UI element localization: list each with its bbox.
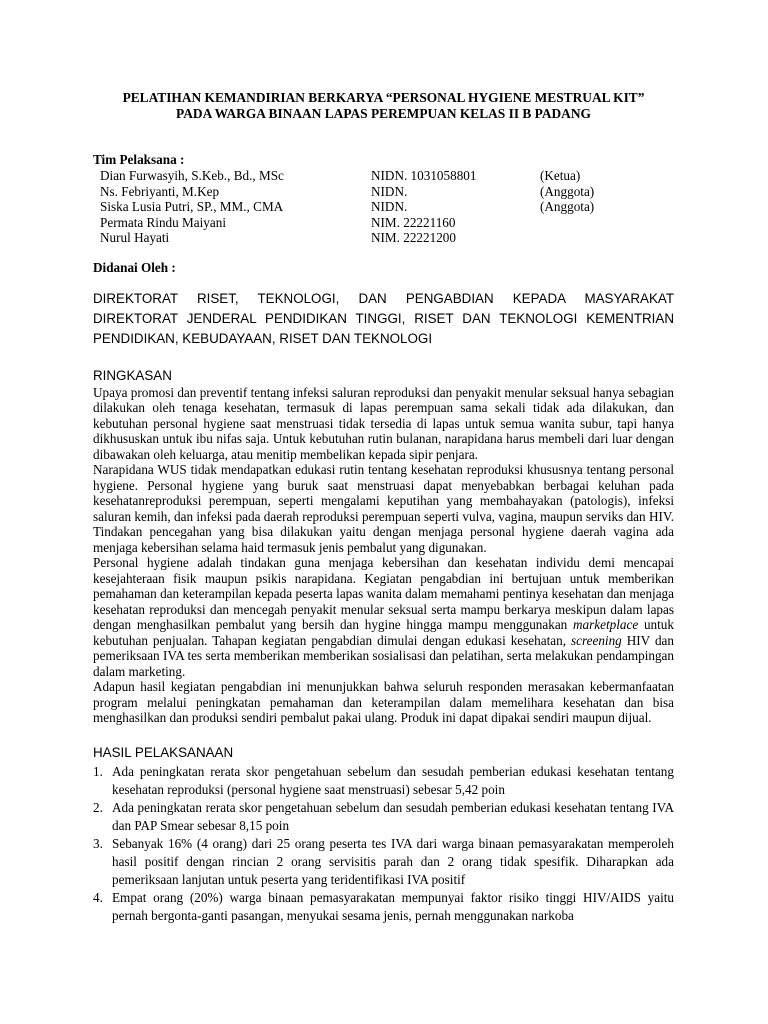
team-section xyxy=(93,152,674,246)
member-name: Ns. Febriyanti, M.Kep xyxy=(100,183,220,199)
member-role xyxy=(540,215,674,231)
team-member xyxy=(100,168,674,184)
title-line-1: PELATIHAN KEMANDIRIAN BERKARYA “PERSONAL HYGIENE MESTRUAL KIT” xyxy=(122,90,645,105)
team-member xyxy=(100,230,674,246)
italic-term: marketplace xyxy=(573,617,639,633)
funder-line-1: DIREKTORAT RISET, TEKNOLOGI, DAN PENGABDIAN KEPADA MASYARAKAT xyxy=(93,290,674,306)
member-id: NIDN. xyxy=(371,199,408,214)
team-list xyxy=(100,168,674,246)
ringkasan-section xyxy=(93,367,674,726)
team-member xyxy=(100,199,674,215)
ringkasan-paragraph-4: Adapun hasil kegiatan pengabdian ini menunjukkan bahwa seluruh responden merasakan kebermanfaatan program melalui peningkatan pemahaman dan keterampilan dalam memelihara kesehatan dan bisa menghasilkan dan produksi sendiri pembalut pakai ulang. Produk ini dapat dipakai sendiri maupun dijual. xyxy=(93,679,674,726)
member-role xyxy=(540,230,674,246)
member-id: NIDN. xyxy=(371,183,408,199)
document-title xyxy=(93,90,674,122)
item-text: Ada peningkatan rerata skor pengetahuan sebelum dan sesudah pemberian edukasi kesehatan tentang IVA dan PAP Smear sebesar 8,15 poin xyxy=(112,799,674,833)
member-role: (Ketua) xyxy=(540,168,581,183)
item-text: Empat orang (20%) warga binaan pemasyarakatan mempunyai faktor risiko tinggi HIV/AIDS yaitu pernah bergonta-ganti pasangan, menyukai sesama jenis, pernah menggunakan narkoba xyxy=(112,889,674,923)
item-number: 2. xyxy=(93,799,103,815)
paragraph-text: untuk kebutuhan penjualan. Tahapan kegiatan pengabdian dimulai dengan edukasi kesehatan, xyxy=(93,617,674,648)
team-member xyxy=(100,184,674,200)
team-member xyxy=(100,215,674,231)
member-id: NIDN. 1031058801 xyxy=(371,168,477,183)
member-role: (Anggota) xyxy=(540,199,595,214)
item-number: 4. xyxy=(93,889,103,905)
list-item xyxy=(93,889,674,925)
funder-section xyxy=(93,260,674,349)
item-text: Sebanyak 16% (4 orang) dari 25 orang peserta tes IVA dari warga binaan pemasyarakatan memperoleh hasil positif dengan rincian 2 orang servisitis parah dan 2 orang tidak spesifik. Diharapkan ada pemeriksaan lanjutan untuk peserta yang teridentifikasi IVA positif xyxy=(112,835,674,887)
list-item xyxy=(93,763,674,799)
item-number: 1. xyxy=(93,763,103,779)
list-item xyxy=(93,835,674,889)
funder-line-2: DIREKTORAT JENDERAL PENDIDIKAN TINGGI, RISET DAN TEKNOLOGI KEMENTRIAN PENDIDIKAN, KEBUDAYAAN, RISET DAN TEKNOLOGI xyxy=(93,310,674,346)
ringkasan-paragraph-2: Narapidana WUS tidak mendapatkan edukasi rutin tentang kesehatan reproduksi khususnya tentang personal hygiene. Personal hygiene yang buruk saat menstruasi dapat menyebabkan berbagai keluhan pada kesehatanreproduksi perempuan, seperti mengalami keputihan yang membahayakan (patologis), infeksi saluran kemih, dan infeksi pada daerah reproduksi perempuan seperti vulva, vagina, maupun serviks dan HIV. Tindakan pencegahan yang bisa dilakukan yaitu dengan menjaga personal hygiene daerah vagina ada menjaga kebersihan selama haid termasuk jenis pembalut yang digunakan. xyxy=(93,462,674,555)
results-list xyxy=(93,763,674,925)
ringkasan-paragraph-3 xyxy=(93,555,674,679)
paragraph-text: Personal hygiene adalah tindakan guna menjaga kebersihan dan kesehatan individu demi mencapai kesejahteraan fisik maupun psikis narapidana. Kegiatan pengabdian ini bertujuan untuk memberikan pemahaman dan keterampilan kepada peserta lapas wanita dalam memahami pentinya kesehatan dan menjaga kesehatan reproduksi dan mencegah penyakit menular seksual serta mampu berkarya meskipun dalam lapas dengan menghasilkan pembalut yang bersih dan hygine hingga mampu menggunakan xyxy=(93,555,674,633)
member-name: Dian Furwasyih, S.Keb., Bd., MSc xyxy=(100,168,284,183)
item-number: 3. xyxy=(93,835,103,851)
ringkasan-paragraph-1: Upaya promosi dan preventif tentang infeksi saluran reproduksi dan penyakit menular seksual hanya sebagian dilakukan oleh tenaga kesehatan, termasuk di lapas perempuan sama sekali tidak ada dilakukan, dan kebutuhan personal hygiene saat menstruasi tidak tersedia di lapas untuk semua wanita subur, tapi hanya dikhususkan untuk ibu nifas saja. Untuk kebutuhan rutin bulanan, narapidana harus membeli dari luar dengan dibawakan oleh keluarga, atau menitip membelikan kepada sipir penjara. xyxy=(93,384,674,462)
member-id: NIM. 22221160 xyxy=(371,214,456,230)
member-name: Nurul Hayati xyxy=(100,230,170,245)
ringkasan-heading: RINGKASAN xyxy=(93,367,172,383)
team-heading: Tim Pelaksana : xyxy=(93,152,185,167)
member-role: (Anggota) xyxy=(540,183,595,199)
funder-text xyxy=(93,289,674,349)
italic-term: screening xyxy=(571,632,622,648)
member-id: NIM. 22221200 xyxy=(371,230,456,245)
funder-heading: Didanai Oleh : xyxy=(93,259,176,275)
hasil-section xyxy=(93,744,674,925)
member-name: Permata Rindu Maiyani xyxy=(100,214,226,230)
paragraph-text: HIV dan pemeriksaan IVA tes serta memberikan memberikan sosialisasi dan pelatihan, serta melakukan pendampingan dalam marketing. xyxy=(93,632,674,679)
hasil-heading: HASIL PELAKSANAAN xyxy=(93,744,234,760)
title-line-2: PADA WARGA BINAAN LAPAS PEREMPUAN KELAS II B PADANG xyxy=(176,106,591,121)
item-text: Ada peningkatan rerata skor pengetahuan sebelum dan sesudah pemberian edukasi kesehatan tentang kesehatan reproduksi (personal hygiene saat menstruasi) sebesar 5,42 poin xyxy=(112,763,674,797)
list-item xyxy=(93,799,674,835)
member-name: Siska Lusia Putri, SP., MM., CMA xyxy=(100,199,284,214)
